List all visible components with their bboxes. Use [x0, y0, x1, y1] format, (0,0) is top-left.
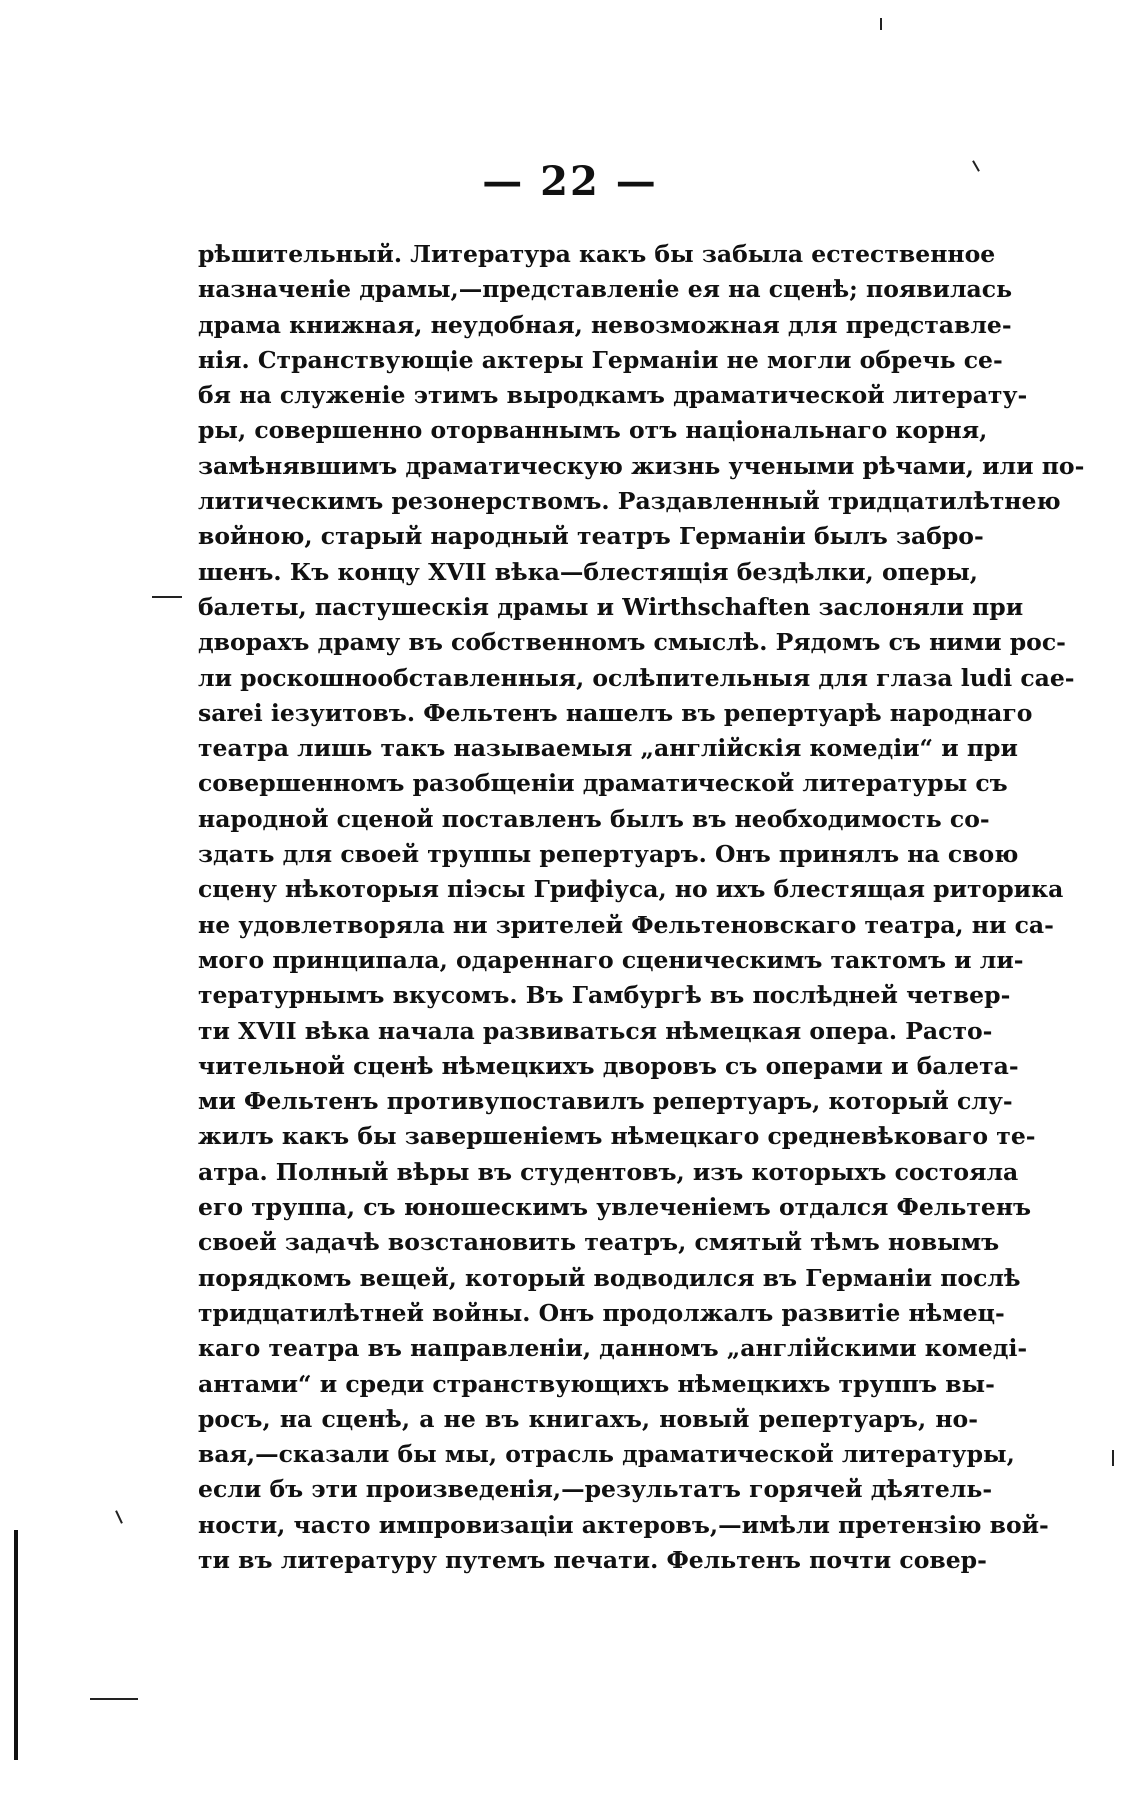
- scan-speck: [880, 18, 882, 30]
- text-line: народной сценой поставленъ былъ въ необходимость со-: [198, 804, 990, 833]
- text-line: ти XVII вѣка начала развиваться нѣмецкая опера. Расто-: [198, 1016, 993, 1045]
- margin-dash-mark: [90, 1698, 138, 1700]
- text-line: вая,—сказали бы мы, отрасль драматической литературы,: [198, 1440, 1015, 1469]
- text-line: ности, часто импровизаціи актеровъ,—имѣли претензію вой-: [198, 1510, 1049, 1539]
- text-line: своей задачѣ возстановить театръ, смятый тѣмъ новымъ: [198, 1228, 1000, 1257]
- text-line: бя на служеніе этимъ выродкамъ драматической литерату-: [198, 381, 1028, 410]
- text-line: сцену нѣкоторыя піэсы Грифіуса, но ихъ блестящая риторика: [198, 875, 1064, 904]
- text-line: литическимъ резонерствомъ. Раздавленный тридцатилѣтнею: [198, 487, 1061, 516]
- text-line: мого принципала, одареннаго сценическимъ тактомъ и ли-: [198, 945, 1024, 974]
- scan-speck: [115, 1510, 123, 1524]
- text-line: балеты, пастушескія драмы и Wirthschaften заслоняли при: [198, 592, 1024, 621]
- text-line: чительной сценѣ нѣмецкихъ дворовъ съ операми и балета-: [198, 1051, 1019, 1080]
- text-line: нія. Странствующіе актеры Германіи не могли обречь се-: [198, 345, 1003, 374]
- text-line: порядкомъ вещей, который водводился въ Германіи послѣ: [198, 1263, 1021, 1292]
- text-line: антами“ и среди странствующихъ нѣмецкихъ труппъ вы-: [198, 1369, 995, 1398]
- text-line: назначеніе драмы,—представленіе ея на сценѣ; появилась: [198, 275, 1013, 304]
- text-line: ти въ литературу путемъ печати. Фельтенъ почти совер-: [198, 1545, 987, 1574]
- text-line: здать для своей труппы репертуаръ. Онъ принялъ на свою: [198, 840, 1019, 869]
- text-line: если бъ эти произведенія,—результатъ горячей дѣятель-: [198, 1475, 993, 1504]
- text-line: жилъ какъ бы завершеніемъ нѣмецкаго средневѣковаго те-: [198, 1122, 1036, 1151]
- text-line: атра. Полный вѣры въ студентовъ, изъ которыхъ состояла: [198, 1157, 1019, 1186]
- text-line: тридцатилѣтней войны. Онъ продолжалъ развитіе нѣмец-: [198, 1298, 1005, 1327]
- scan-speck: [1112, 1450, 1114, 1466]
- text-line: совершенномъ разобщеніи драматической литературы съ: [198, 769, 1008, 798]
- text-line: sarei іезуитовъ. Фельтенъ нашелъ въ репертуарѣ народнаго: [198, 698, 1033, 727]
- margin-dash-mark: [152, 596, 182, 598]
- body-text: [198, 237, 1085, 1578]
- text-line: тературнымъ вкусомъ. Въ Гамбургѣ въ послѣдней четвер-: [198, 981, 1011, 1010]
- text-line: ли роскошнообставленныя, ослѣпительныя для глаза ludi cae-: [198, 663, 1075, 692]
- page-number: — 22 —: [482, 158, 658, 205]
- text-line: рѣшительный. Литература какъ бы забыла естественное: [198, 240, 996, 268]
- text-line: каго театра въ направленіи, данномъ „англійскими комеді-: [198, 1334, 1028, 1363]
- text-line: ры, совершенно оторваннымъ отъ національнаго корня,: [198, 416, 988, 445]
- text-line: росъ, на сценѣ, а не въ книгахъ, новый репертуаръ, но-: [198, 1404, 978, 1433]
- text-line: дворахъ драму въ собственномъ смыслѣ. Рядомъ съ ними рос-: [198, 628, 1066, 657]
- text-line: драма книжная, неудобная, невозможная для представле-: [198, 310, 1012, 339]
- scan-edge-bar: [14, 1530, 18, 1760]
- text-line: замѣнявшимъ драматическую жизнь учеными рѣчами, или по-: [198, 451, 1085, 480]
- text-line: его труппа, съ юношескимъ увлеченіемъ отдался Фельтенъ: [198, 1193, 1032, 1222]
- text-line: шенъ. Къ концу XVII вѣка—блестящія бездѣлки, оперы,: [198, 557, 978, 586]
- text-line: войною, старый народный театръ Германіи былъ забро-: [198, 522, 984, 551]
- text-line: не удовлетворяла ни зрителей Фельтеновскаго театра, ни са-: [198, 910, 1054, 939]
- text-line: театра лишь такъ называемыя „англійскія комедіи“ и при: [198, 734, 1018, 763]
- text-line: ми Фельтенъ противупоставилъ репертуаръ, который слу-: [198, 1087, 1013, 1116]
